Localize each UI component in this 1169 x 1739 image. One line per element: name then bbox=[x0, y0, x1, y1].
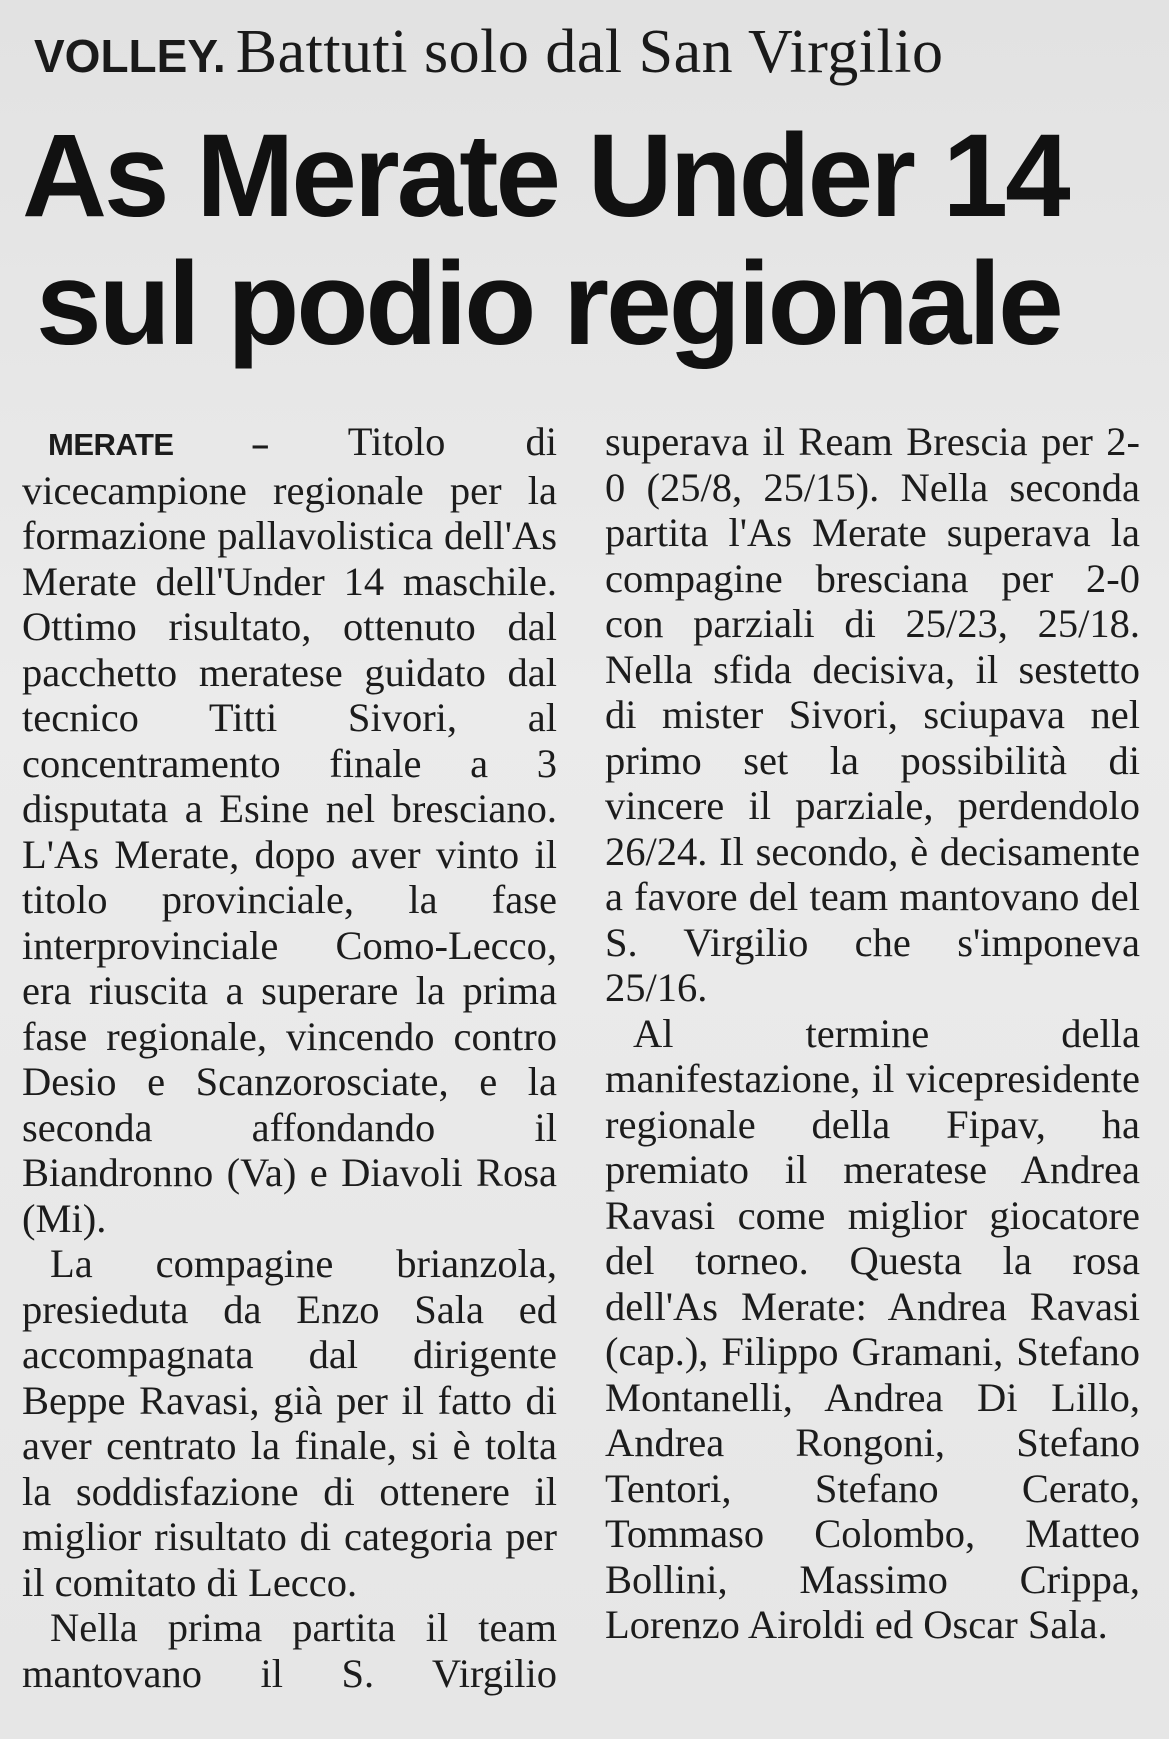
kicker-tag: VOLLEY. bbox=[34, 30, 226, 82]
paragraph-1-text: Titolo di vicecampione regionale per la formazione pallavolistica dell'As Merate dell'Under 14 maschile. Ottimo risultato, ottenuto dal pacchetto meratese guidato dal tecnico Titti Sivori, al concentramento finale a 3 disputata a Esine nel bresciano. L'As Merate, dopo aver vinto il titolo provinciale, la fase interprovinciale Como-Lecco, era riuscita a superare la prima fase regionale, vincendo contro Desio e Scanzorosciate, e la seconda affondando il Biandronno (Va) e Diavoli Rosa (Mi). bbox=[22, 419, 557, 1241]
article-body bbox=[22, 419, 1140, 1719]
paragraph-1 bbox=[22, 419, 557, 1241]
paragraph-2: La compagine brianzola, presieduta da Enzo Sala ed accompagnata dal dirigente Beppe Ravasi, già per il fatto di aver centrato la finale, si è tolta la soddisfazione di ottenere il miglior risultato di categoria per il comitato di Lecco. bbox=[22, 1241, 557, 1605]
headline-line-1: As Merate Under 14 bbox=[22, 110, 1068, 242]
kicker bbox=[34, 14, 1144, 90]
kicker-subtitle: Battuti solo dal San Virgilio bbox=[235, 18, 944, 86]
headline-line-2: sul podio regionale bbox=[36, 238, 1061, 370]
dateline: MERATE – bbox=[48, 427, 269, 462]
headline bbox=[22, 112, 1152, 368]
paragraph-3: Nella prima partita il team mantovano il S. Virgilio superava il Ream Brescia per 2-0 (25/8, 25/15). Nella seconda partita l'As Merate superava la compagine bresciana per 2-0 con parziali di 25/23, 25/18. Nella sfida decisiva, il sestetto di mister Sivori, sciupava nel primo set la possibilità di vincere il parziale, perdendolo 26/24. Il secondo, è decisamente a favore del team mantovano del S. Virgilio che s'imponeva 25/16. bbox=[22, 419, 1140, 1696]
paragraph-4: Al termine della manifestazione, il vicepresidente regionale della Fipav, ha premiato il meratese Andrea Ravasi come miglior giocatore del torneo. Questa la rosa dell'As Merate: Andrea Ravasi (cap.), Filippo Gramani, Stefano Montanelli, Andrea Di Lillo, Andrea Rongoni, Stefano Tentori, Stefano Cerato, Tommaso Colombo, Matteo Bollini, Massimo Crippa, Lorenzo Airoldi ed Oscar Sala. bbox=[605, 1010, 1140, 1647]
